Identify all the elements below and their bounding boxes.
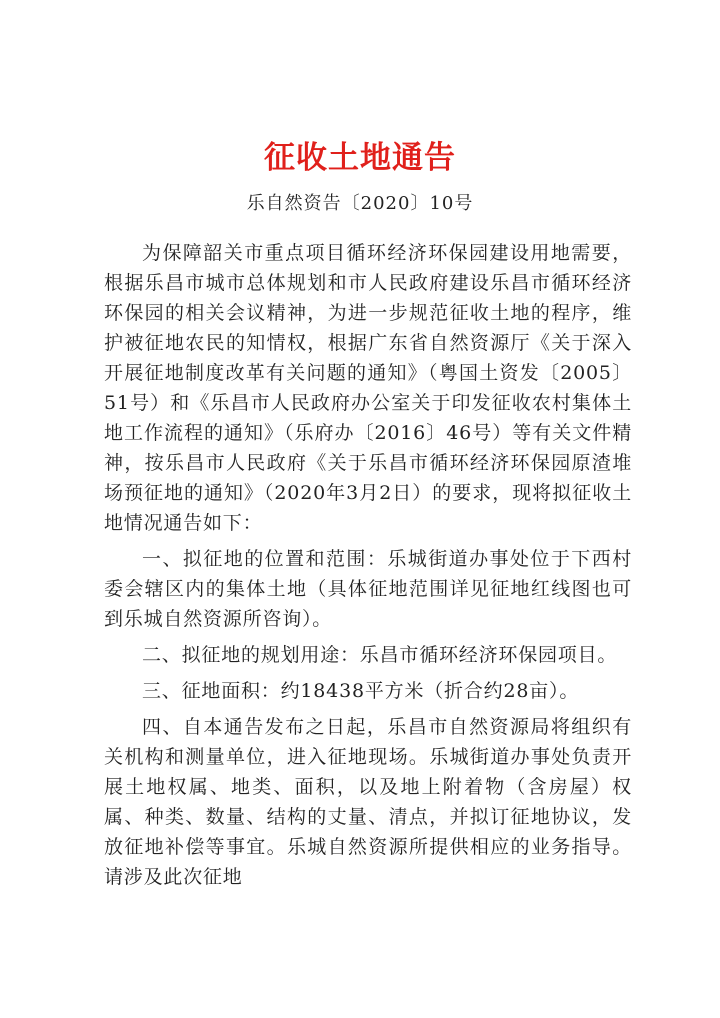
paragraph-usage: 二、拟征地的规划用途：乐昌市循环经济环保园项目。: [142, 644, 618, 666]
document-body: [104, 238, 632, 898]
document-title: 征收土地通告: [264, 140, 456, 176]
paragraph-procedure: 四、自本通告发布之日起，乐昌市自然资源局将组织有关机构和测量单位，进入征地现场。乐城街道办事处负责开展土地权属、地类、面积，以及地上附着物（含房屋）权属、种类、数量、结构的丈量、清点，并拟订征地协议，发放征地补偿等事宜。乐城自然资源所提供相应的业务指导。请涉及此次征地: [104, 716, 632, 888]
document-number: 乐自然资告〔2020〕10号: [246, 193, 474, 214]
paragraph-area: 三、征地面积：约18438平方米（折合约28亩）。: [142, 680, 580, 702]
paragraph-location: 一、拟征地的位置和范围：乐城街道办事处位于下西村委会辖区内的集体土地（具体征地范围详见征地红线图也可到乐城自然资源所咨询）。: [104, 548, 632, 630]
paragraph-intro: 为保障韶关市重点项目循环经济环保园建设用地需要，根据乐昌市城市总体规划和市人民政府建设乐昌市循环经济环保园的相关会议精神，为进一步规范征收土地的程序，维护被征地农民的知情权，根据广东省自然资源厅《关于深入开展征地制度改革有关问题的通知》（粤国土资发〔2005〕51号）和《乐昌市人民政府办公室关于印发征收农村集体土地工作流程的通知》（乐府办〔2016〕46号）等有关文件精神，按乐昌市人民政府《关于乐昌市循环经济环保园原渣堆场预征地的通知》（2020年3月2日）的要求，现将拟征收土地情况通告如下：: [104, 242, 632, 534]
